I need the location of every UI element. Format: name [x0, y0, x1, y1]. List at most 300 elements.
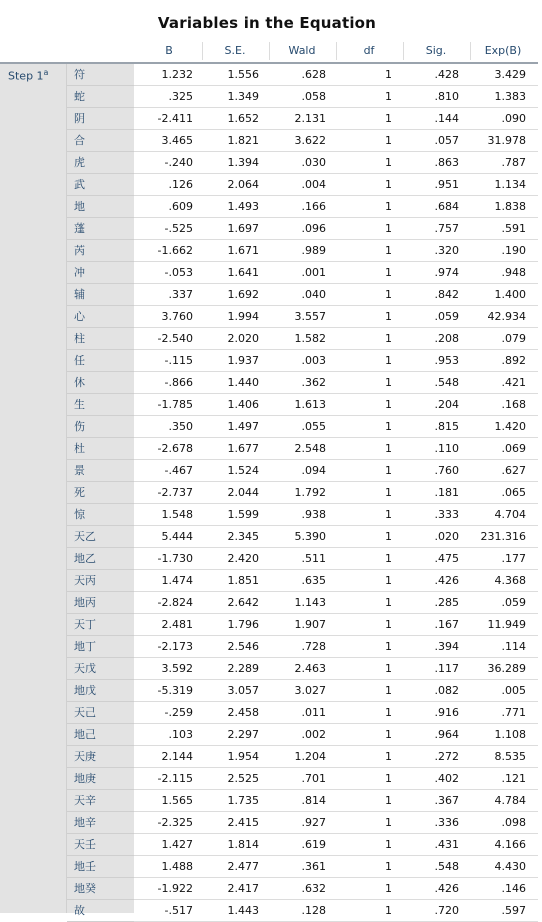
table-row: [0, 636, 538, 658]
row-label: 蓬: [74, 222, 85, 235]
row-label: 天丙: [74, 574, 96, 587]
cell-wald: 3.622: [294, 134, 326, 147]
cell-wald: .128: [301, 904, 326, 917]
table-row: [0, 812, 538, 834]
cell-sig: .320: [434, 244, 459, 257]
cell-expb: 1.134: [494, 178, 526, 191]
cell-df: 1: [385, 750, 392, 763]
row-label: 蛇: [74, 90, 85, 103]
row-label: 天辛: [74, 794, 96, 807]
cell-se: 1.677: [227, 442, 259, 455]
cell-expb: .597: [501, 904, 526, 917]
cell-sig: .720: [434, 904, 459, 917]
cell-df: 1: [385, 112, 392, 125]
cell-sig: .815: [434, 420, 459, 433]
cell-sig: .402: [434, 772, 459, 785]
cell-b: -1.922: [157, 882, 193, 895]
cell-se: 1.440: [227, 376, 259, 389]
cell-se: 1.735: [227, 794, 259, 807]
cell-b: -1.785: [157, 398, 193, 411]
table-row: [0, 416, 538, 438]
cell-b: -2.115: [157, 772, 193, 785]
table-row: [0, 746, 538, 768]
cell-df: 1: [385, 684, 392, 697]
cell-sig: .204: [434, 398, 459, 411]
cell-b: .609: [168, 200, 193, 213]
cell-sig: .431: [434, 838, 459, 851]
cell-se: 1.954: [227, 750, 259, 763]
table-row: [0, 262, 538, 284]
cell-sig: .974: [434, 266, 459, 279]
cell-se: 2.289: [227, 662, 259, 675]
cell-wald: .040: [301, 288, 326, 301]
cell-sig: .842: [434, 288, 459, 301]
row-label: 天壬: [74, 838, 96, 851]
cell-expb: .146: [501, 882, 526, 895]
row-label: 地丁: [74, 640, 96, 653]
cell-expb: 4.166: [494, 838, 526, 851]
row-label: 地乙: [74, 552, 96, 565]
cell-b: .103: [168, 728, 193, 741]
column-header-expb: Exp(B): [484, 44, 522, 57]
table-row: [0, 174, 538, 196]
cell-wald: .619: [301, 838, 326, 851]
cell-expb: 1.420: [494, 420, 526, 433]
cell-df: 1: [385, 222, 392, 235]
cell-b: 3.465: [161, 134, 193, 147]
cell-expb: .079: [501, 332, 526, 345]
row-label: 天己: [74, 706, 96, 719]
cell-df: 1: [385, 640, 392, 653]
cell-df: 1: [385, 442, 392, 455]
cell-se: 1.493: [227, 200, 259, 213]
cell-df: 1: [385, 244, 392, 257]
cell-b: 1.488: [161, 860, 193, 873]
cell-b: -1.730: [157, 552, 193, 565]
cell-df: 1: [385, 90, 392, 103]
row-label: 天庚: [74, 750, 96, 763]
cell-sig: .167: [434, 618, 459, 631]
cell-b: 3.760: [161, 310, 193, 323]
cell-sig: .426: [434, 882, 459, 895]
cell-wald: 1.582: [294, 332, 326, 345]
cell-wald: .058: [301, 90, 326, 103]
cell-wald: .938: [301, 508, 326, 521]
cell-se: 1.394: [227, 156, 259, 169]
cell-df: 1: [385, 904, 392, 917]
cell-expb: .168: [501, 398, 526, 411]
table-row: [0, 482, 538, 504]
row-label: 天戊: [74, 662, 96, 675]
cell-se: 2.420: [227, 552, 259, 565]
cell-expb: .005: [501, 684, 526, 697]
cell-df: 1: [385, 662, 392, 675]
cell-se: 1.814: [227, 838, 259, 851]
cell-sig: .548: [434, 376, 459, 389]
cell-se: 2.458: [227, 706, 259, 719]
cell-b: -.115: [164, 354, 193, 367]
table-row: [0, 372, 538, 394]
cell-expb: .892: [501, 354, 526, 367]
cell-se: 2.044: [227, 486, 259, 499]
cell-se: 1.821: [227, 134, 259, 147]
row-label: 阴: [74, 112, 85, 125]
row-label: 武: [74, 178, 85, 191]
cell-se: 2.417: [227, 882, 259, 895]
cell-b: -.259: [164, 706, 193, 719]
cell-b: -.240: [164, 156, 193, 169]
cell-expb: 231.316: [480, 530, 526, 543]
cell-expb: 4.368: [494, 574, 526, 587]
cell-wald: .728: [301, 640, 326, 653]
cell-df: 1: [385, 486, 392, 499]
cell-expb: .771: [501, 706, 526, 719]
table-row: [0, 504, 538, 526]
cell-wald: .927: [301, 816, 326, 829]
cell-sig: .760: [434, 464, 459, 477]
cell-sig: .285: [434, 596, 459, 609]
cell-expb: .065: [501, 486, 526, 499]
cell-expb: .787: [501, 156, 526, 169]
cell-se: 1.671: [227, 244, 259, 257]
column-separator: [403, 42, 404, 60]
cell-wald: .003: [301, 354, 326, 367]
row-label: 景: [74, 464, 85, 477]
cell-expb: 42.934: [487, 310, 526, 323]
cell-sig: .548: [434, 860, 459, 873]
cell-b: .350: [168, 420, 193, 433]
cell-df: 1: [385, 332, 392, 345]
cell-b: -2.678: [157, 442, 193, 455]
cell-se: 2.415: [227, 816, 259, 829]
row-label: 地庚: [74, 772, 96, 785]
cell-expb: .121: [501, 772, 526, 785]
table-row: [0, 834, 538, 856]
cell-wald: 1.907: [294, 618, 326, 631]
table-row: [0, 306, 538, 328]
cell-se: 2.642: [227, 596, 259, 609]
cell-b: -.525: [164, 222, 193, 235]
column-header-se: S.E.: [224, 44, 246, 57]
row-label: 任: [74, 354, 85, 367]
cell-se: 2.345: [227, 530, 259, 543]
table-row: [0, 526, 538, 548]
row-label: 天丁: [74, 618, 96, 631]
cell-b: 1.427: [161, 838, 193, 851]
cell-df: 1: [385, 552, 392, 565]
cell-se: 2.546: [227, 640, 259, 653]
cell-expb: 3.429: [494, 68, 526, 81]
cell-wald: .701: [301, 772, 326, 785]
cell-b: .126: [168, 178, 193, 191]
table-row: [0, 86, 538, 108]
cell-expb: .421: [501, 376, 526, 389]
cell-expb: .190: [501, 244, 526, 257]
cell-b: 1.232: [161, 68, 193, 81]
table-row: [0, 196, 538, 218]
cell-wald: 1.613: [294, 398, 326, 411]
row-label: 天乙: [74, 530, 96, 543]
cell-df: 1: [385, 200, 392, 213]
cell-df: 1: [385, 376, 392, 389]
cell-se: 1.851: [227, 574, 259, 587]
cell-df: 1: [385, 706, 392, 719]
cell-sig: .110: [434, 442, 459, 455]
row-label: 辅: [74, 288, 85, 301]
cell-df: 1: [385, 838, 392, 851]
cell-sig: .367: [434, 794, 459, 807]
table-row: [0, 790, 538, 812]
column-separator: [269, 42, 270, 60]
row-label: 死: [74, 486, 85, 499]
row-label: 故: [74, 904, 85, 917]
cell-df: 1: [385, 354, 392, 367]
cell-expb: 4.704: [494, 508, 526, 521]
cell-sig: .336: [434, 816, 459, 829]
cell-wald: .002: [301, 728, 326, 741]
table-row: [0, 856, 538, 878]
table-row: [0, 702, 538, 724]
cell-expb: .069: [501, 442, 526, 455]
cell-df: 1: [385, 860, 392, 873]
cell-wald: .632: [301, 882, 326, 895]
table-row: [0, 768, 538, 790]
table-row: [0, 328, 538, 350]
cell-wald: .361: [301, 860, 326, 873]
cell-se: 2.525: [227, 772, 259, 785]
cell-df: 1: [385, 618, 392, 631]
cell-df: 1: [385, 508, 392, 521]
cell-se: 1.652: [227, 112, 259, 125]
row-label: 芮: [74, 244, 85, 257]
cell-df: 1: [385, 596, 392, 609]
cell-b: -1.662: [157, 244, 193, 257]
cell-expb: 1.400: [494, 288, 526, 301]
cell-df: 1: [385, 530, 392, 543]
cell-sig: .684: [434, 200, 459, 213]
cell-se: 1.697: [227, 222, 259, 235]
cell-sig: .208: [434, 332, 459, 345]
cell-expb: 36.289: [487, 662, 526, 675]
cell-wald: 1.204: [294, 750, 326, 763]
table-row: [0, 900, 538, 922]
cell-expb: 31.978: [487, 134, 526, 147]
cell-sig: .117: [434, 662, 459, 675]
table-row: [0, 680, 538, 702]
row-label: 地癸: [74, 882, 96, 895]
table-row: [0, 108, 538, 130]
cell-df: 1: [385, 728, 392, 741]
cell-sig: .863: [434, 156, 459, 169]
cell-b: -.053: [164, 266, 193, 279]
cell-df: 1: [385, 134, 392, 147]
cell-se: 1.349: [227, 90, 259, 103]
cell-se: 1.497: [227, 420, 259, 433]
cell-se: 2.020: [227, 332, 259, 345]
cell-se: 2.064: [227, 178, 259, 191]
table-row: [0, 152, 538, 174]
table-row: [0, 350, 538, 372]
cell-df: 1: [385, 794, 392, 807]
cell-df: 1: [385, 310, 392, 323]
cell-df: 1: [385, 178, 392, 191]
cell-expb: .059: [501, 596, 526, 609]
cell-expb: .591: [501, 222, 526, 235]
cell-df: 1: [385, 464, 392, 477]
cell-se: 1.599: [227, 508, 259, 521]
table-row: [0, 614, 538, 636]
cell-se: 2.297: [227, 728, 259, 741]
cell-wald: .094: [301, 464, 326, 477]
cell-b: 1.548: [161, 508, 193, 521]
cell-sig: .426: [434, 574, 459, 587]
cell-b: -2.824: [157, 596, 193, 609]
cell-df: 1: [385, 816, 392, 829]
cell-sig: .057: [434, 134, 459, 147]
table-row: [0, 438, 538, 460]
table-row: [0, 592, 538, 614]
table-row: [0, 64, 538, 86]
column-header-sig: Sig.: [425, 44, 447, 57]
cell-b: -5.319: [157, 684, 193, 697]
cell-wald: .511: [301, 552, 326, 565]
cell-b: -2.325: [157, 816, 193, 829]
cell-se: 1.556: [227, 68, 259, 81]
step-label-text: Step 1: [8, 69, 44, 83]
row-label: 地辛: [74, 816, 96, 829]
table-row: [0, 548, 538, 570]
row-label: 符: [74, 68, 85, 81]
cell-se: 1.524: [227, 464, 259, 477]
cell-wald: .055: [301, 420, 326, 433]
cell-expb: 8.535: [494, 750, 526, 763]
cell-b: -2.411: [157, 112, 193, 125]
table-row: [0, 570, 538, 592]
row-label: 冲: [74, 266, 85, 279]
cell-wald: .635: [301, 574, 326, 587]
cell-b: -2.173: [157, 640, 193, 653]
cell-expb: .114: [501, 640, 526, 653]
cell-expb: .948: [501, 266, 526, 279]
cell-df: 1: [385, 882, 392, 895]
cell-wald: .011: [301, 706, 326, 719]
cell-b: 1.474: [161, 574, 193, 587]
cell-wald: .004: [301, 178, 326, 191]
column-separator: [336, 42, 337, 60]
table-row: [0, 724, 538, 746]
cell-sig: .916: [434, 706, 459, 719]
cell-df: 1: [385, 68, 392, 81]
row-label: 地丙: [74, 596, 96, 609]
cell-sig: .020: [434, 530, 459, 543]
cell-wald: .362: [301, 376, 326, 389]
cell-se: 1.796: [227, 618, 259, 631]
cell-wald: .814: [301, 794, 326, 807]
cell-wald: 3.557: [294, 310, 326, 323]
cell-b: 1.565: [161, 794, 193, 807]
cell-se: 1.406: [227, 398, 259, 411]
row-label: 休: [74, 376, 85, 389]
cell-b: .337: [168, 288, 193, 301]
table-title: Variables in the Equation: [157, 14, 377, 32]
cell-wald: 2.131: [294, 112, 326, 125]
row-label: 虎: [74, 156, 85, 169]
cell-expb: .627: [501, 464, 526, 477]
cell-sig: .144: [434, 112, 459, 125]
cell-expb: 1.383: [494, 90, 526, 103]
cell-sig: .951: [434, 178, 459, 191]
cell-df: 1: [385, 266, 392, 279]
cell-se: 1.994: [227, 310, 259, 323]
cell-expb: .098: [501, 816, 526, 829]
cell-df: 1: [385, 420, 392, 433]
cell-df: 1: [385, 288, 392, 301]
cell-expb: 1.838: [494, 200, 526, 213]
column-header-b: B: [165, 44, 173, 57]
cell-df: 1: [385, 574, 392, 587]
step-footnote-marker: a: [43, 68, 49, 77]
cell-b: -.467: [164, 464, 193, 477]
cell-b: .325: [168, 90, 193, 103]
row-label: 地: [74, 200, 85, 213]
cell-expb: 4.430: [494, 860, 526, 873]
row-label: 心: [74, 310, 85, 323]
cell-expb: .090: [501, 112, 526, 125]
cell-wald: .628: [301, 68, 326, 81]
cell-expb: 1.108: [494, 728, 526, 741]
cell-sig: .475: [434, 552, 459, 565]
table-row: [0, 240, 538, 262]
table-row: [0, 878, 538, 900]
cell-sig: .964: [434, 728, 459, 741]
row-label: 柱: [74, 332, 85, 345]
cell-wald: 2.463: [294, 662, 326, 675]
cell-wald: .096: [301, 222, 326, 235]
cell-sig: .394: [434, 640, 459, 653]
table-row: [0, 130, 538, 152]
cell-wald: 1.792: [294, 486, 326, 499]
cell-df: 1: [385, 398, 392, 411]
column-header-wald: Wald: [288, 44, 316, 57]
cell-b: 2.144: [161, 750, 193, 763]
cell-expb: .177: [501, 552, 526, 565]
cell-sig: .428: [434, 68, 459, 81]
row-label: 地壬: [74, 860, 96, 873]
cell-wald: .030: [301, 156, 326, 169]
table-row: [0, 658, 538, 680]
cell-se: 1.641: [227, 266, 259, 279]
cell-expb: 11.949: [487, 618, 526, 631]
cell-sig: .082: [434, 684, 459, 697]
cell-wald: 3.027: [294, 684, 326, 697]
cell-b: 3.592: [161, 662, 193, 675]
row-label: 合: [74, 134, 85, 147]
cell-se: 1.937: [227, 354, 259, 367]
cell-sig: .810: [434, 90, 459, 103]
cell-b: -.866: [164, 376, 193, 389]
column-separator: [470, 42, 471, 60]
column-separator: [202, 42, 203, 60]
cell-sig: .333: [434, 508, 459, 521]
cell-se: 3.057: [227, 684, 259, 697]
row-label: 惊: [74, 508, 85, 521]
column-header-row: [0, 40, 538, 62]
cell-b: -.517: [164, 904, 193, 917]
table-row: [0, 460, 538, 482]
column-header-df: df: [363, 44, 375, 57]
table-row: [0, 284, 538, 306]
cell-b: 2.481: [161, 618, 193, 631]
